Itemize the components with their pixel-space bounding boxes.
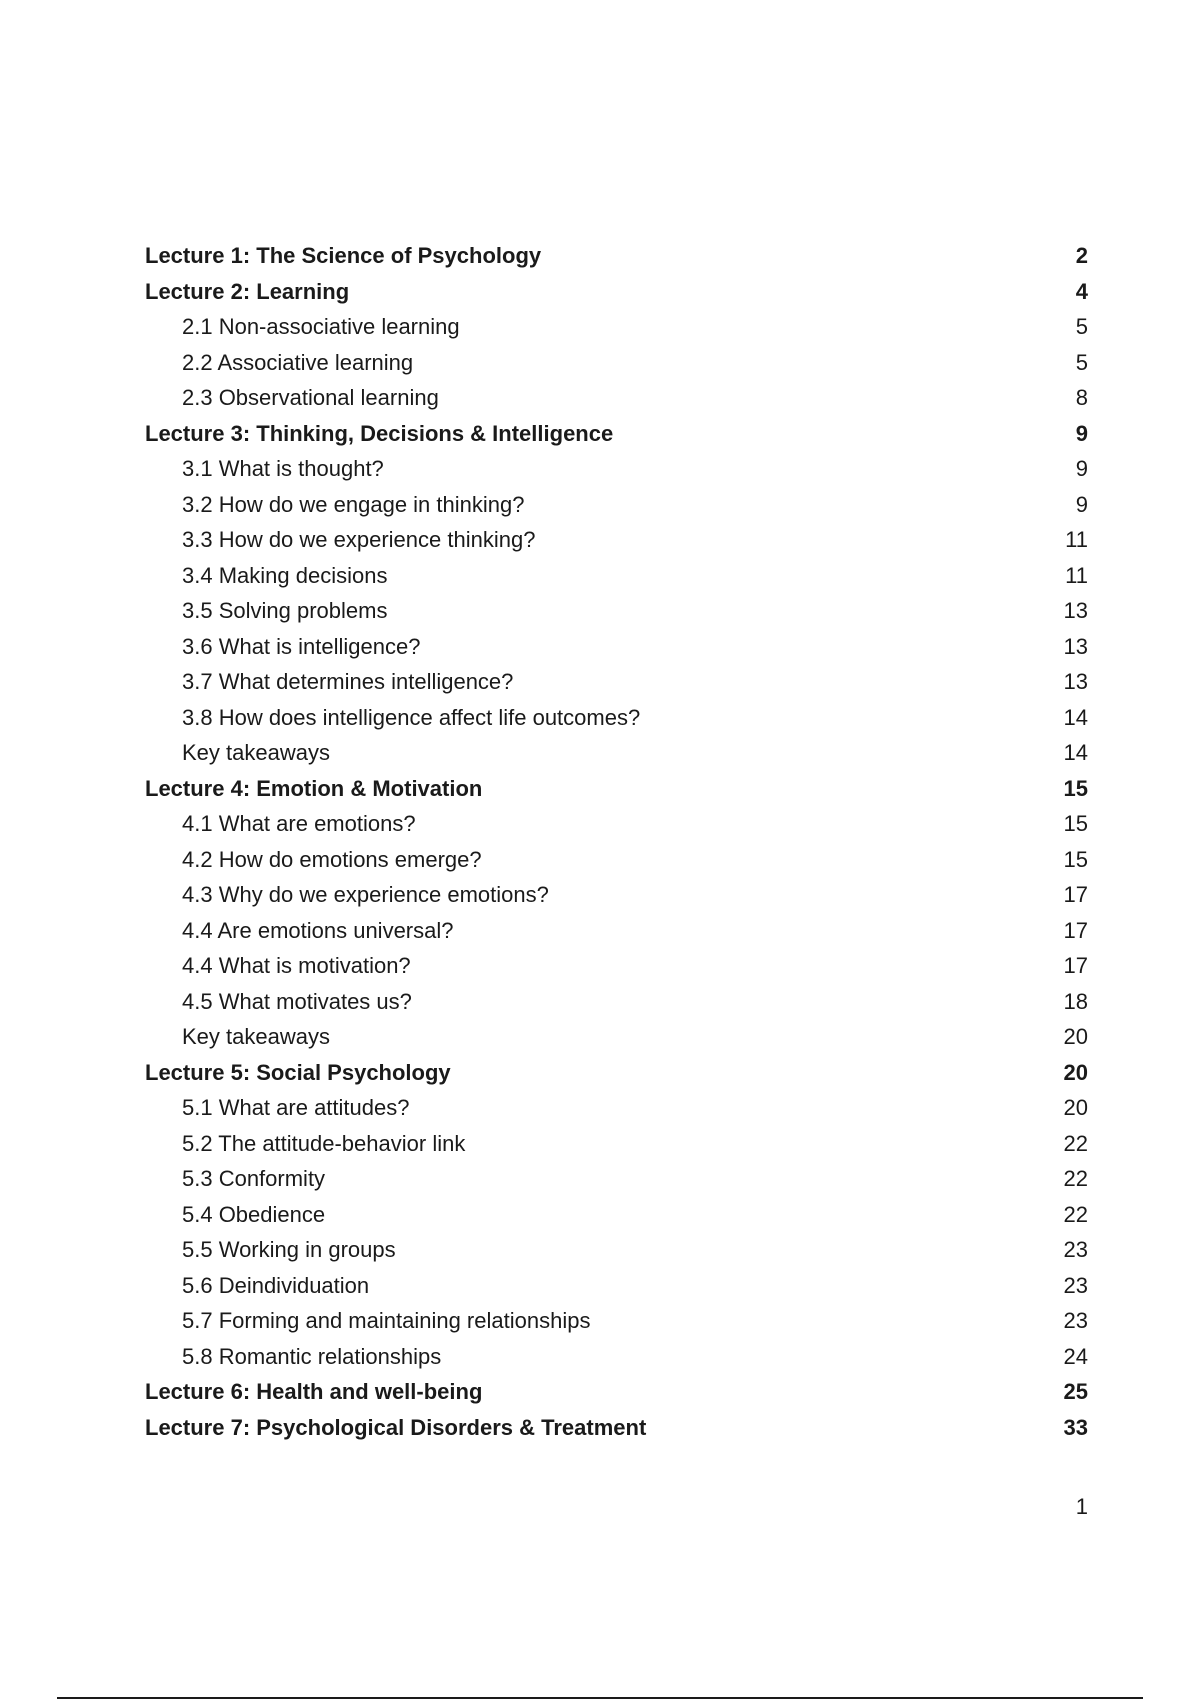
toc-entry-page: 14 [1063, 704, 1088, 730]
toc-entry-section[interactable] [145, 629, 1088, 665]
toc-entry-page: 11 [1065, 562, 1088, 588]
toc-entry-title: 3.6 What is intelligence? [182, 633, 421, 659]
toc-entry-page: 9 [1075, 456, 1088, 481]
toc-entry-title: 3.2 How do we engage in thinking? [182, 491, 525, 517]
toc-entry-page: 20 [1063, 1024, 1088, 1049]
toc-entry-title: 5.3 Conformity [182, 1166, 326, 1191]
toc-entry-section[interactable] [145, 948, 1088, 984]
toc-entry-section[interactable] [145, 309, 1088, 345]
toc-entry-section[interactable] [145, 1090, 1088, 1126]
toc-entry-section[interactable] [145, 700, 1088, 736]
toc-entry-section[interactable] [145, 1268, 1088, 1304]
toc-entry-lecture[interactable] [145, 238, 1088, 274]
toc-entry-page: 11 [1065, 527, 1088, 552]
toc-entry-title: 4.4 What is motivation? [182, 953, 411, 978]
toc-entry-lecture[interactable] [145, 771, 1088, 807]
toc-entry-page: 13 [1063, 598, 1088, 623]
toc-entry-page: 2 [1075, 243, 1088, 268]
toc-entry-page: 5 [1075, 314, 1088, 339]
toc-entry-section[interactable] [145, 735, 1088, 771]
toc-entry-title: 3.3 How do we experience thinking? [182, 527, 536, 552]
toc-entry-title: 3.4 Making decisions [182, 562, 388, 588]
toc-entry-page: 23 [1063, 1272, 1088, 1298]
toc-entry-section[interactable] [145, 1303, 1088, 1339]
toc-entry-title: Lecture 1: The Science of Psychology [145, 243, 542, 268]
toc-entry-title: 5.1 What are attitudes? [182, 1095, 410, 1120]
toc-entry-title: 5.4 Obedience [182, 1201, 326, 1227]
toc-entry-section[interactable] [145, 593, 1088, 629]
toc-entry-section[interactable] [145, 842, 1088, 878]
toc-entry-section[interactable] [145, 913, 1088, 949]
toc-entry-title: Lecture 6: Health and well-being [145, 1379, 483, 1404]
toc-entry-title: 2.1 Non-associative learning [182, 314, 460, 339]
toc-entry-title: 3.5 Solving problems [182, 598, 388, 623]
toc-entry-page: 20 [1063, 1059, 1088, 1085]
toc-entry-page: 4 [1075, 278, 1088, 304]
toc-entry-title: Lecture 2: Learning [145, 278, 350, 304]
toc-entry-page: 23 [1063, 1237, 1088, 1262]
toc-entry-section[interactable] [145, 558, 1088, 594]
toc-entry-title: Lecture 4: Emotion & Motivation [145, 775, 483, 801]
toc-entry-page: 22 [1063, 1166, 1088, 1191]
toc-entry-title: 4.5 What motivates us? [182, 988, 412, 1014]
toc-entry-lecture[interactable] [145, 1374, 1088, 1410]
toc-entry-section[interactable] [145, 1197, 1088, 1233]
toc-entry-page: 15 [1063, 775, 1088, 801]
toc-entry-title: 4.1 What are emotions? [182, 811, 416, 836]
toc-entry-section[interactable] [145, 345, 1088, 381]
toc-entry-page: 17 [1063, 953, 1088, 978]
footer-divider [57, 1697, 1143, 1699]
toc-entry-lecture[interactable] [145, 274, 1088, 310]
toc-entry-section[interactable] [145, 1161, 1088, 1197]
toc-entry-title: Key takeaways [182, 1024, 330, 1049]
toc-entry-page: 14 [1063, 740, 1088, 765]
toc-entry-title: 3.8 How does intelligence affect life outcomes? [182, 704, 641, 730]
toc-entry-page: 23 [1063, 1308, 1088, 1333]
toc-entry-page: 9 [1075, 491, 1088, 517]
toc-entry-title: 3.7 What determines intelligence? [182, 669, 514, 694]
toc-entry-page: 18 [1063, 988, 1088, 1014]
toc-entry-lecture[interactable] [145, 416, 1088, 452]
toc-entry-page: 9 [1075, 420, 1088, 446]
toc-entry-section[interactable] [145, 1339, 1088, 1375]
toc-entry-section[interactable] [145, 1126, 1088, 1162]
toc-entry-section[interactable] [145, 806, 1088, 842]
toc-entry-page: 33 [1063, 1414, 1088, 1440]
toc-entry-page: 24 [1063, 1343, 1088, 1369]
toc-entry-page: 20 [1063, 1095, 1088, 1120]
toc-entry-lecture[interactable] [145, 1410, 1088, 1446]
toc-entry-title: Lecture 7: Psychological Disorders & Treatment [145, 1414, 647, 1440]
toc-entry-page: 13 [1063, 633, 1088, 659]
toc-entry-title: 4.2 How do emotions emerge? [182, 846, 482, 872]
toc-entry-page: 17 [1063, 882, 1088, 907]
toc-entry-page: 13 [1063, 669, 1088, 694]
toc-entry-page: 22 [1063, 1201, 1088, 1227]
toc-entry-title: 4.3 Why do we experience emotions? [182, 882, 549, 907]
toc-entry-page: 5 [1075, 349, 1088, 375]
toc-entry-title: 5.5 Working in groups [182, 1237, 396, 1262]
toc-entry-page: 22 [1063, 1130, 1088, 1156]
toc-entry-title: Lecture 3: Thinking, Decisions & Intelligence [145, 420, 614, 446]
toc-entry-section[interactable] [145, 451, 1088, 487]
toc-entry-page: 15 [1063, 846, 1088, 872]
toc-entry-title: 4.4 Are emotions universal? [182, 917, 454, 943]
toc-entry-section[interactable] [145, 984, 1088, 1020]
toc-entry-title: 3.1 What is thought? [182, 456, 384, 481]
toc-entry-page: 17 [1063, 917, 1088, 943]
toc-entry-section[interactable] [145, 877, 1088, 913]
toc-entry-section[interactable] [145, 1232, 1088, 1268]
toc-entry-page: 15 [1063, 811, 1088, 836]
toc-entry-title: 5.2 The attitude-behavior link [182, 1130, 466, 1156]
table-of-contents [145, 238, 1088, 1445]
toc-entry-page: 8 [1075, 385, 1088, 410]
toc-entry-lecture[interactable] [145, 1055, 1088, 1091]
toc-entry-section[interactable] [145, 380, 1088, 416]
toc-entry-title: 5.7 Forming and maintaining relationships [182, 1308, 591, 1333]
toc-entry-title: 2.3 Observational learning [182, 385, 439, 410]
toc-entry-section[interactable] [145, 487, 1088, 523]
page-number: 1 [1075, 1494, 1088, 1519]
toc-entry-section[interactable] [145, 1019, 1088, 1055]
toc-entry-page: 25 [1063, 1379, 1088, 1404]
toc-entry-section[interactable] [145, 522, 1088, 558]
toc-entry-section[interactable] [145, 664, 1088, 700]
toc-entry-title: 5.6 Deindividuation [182, 1272, 370, 1298]
toc-entry-title: 5.8 Romantic relationships [182, 1343, 442, 1369]
toc-entry-title: Key takeaways [182, 740, 330, 765]
toc-entry-title: Lecture 5: Social Psychology [145, 1059, 451, 1085]
toc-entry-title: 2.2 Associative learning [182, 349, 414, 375]
